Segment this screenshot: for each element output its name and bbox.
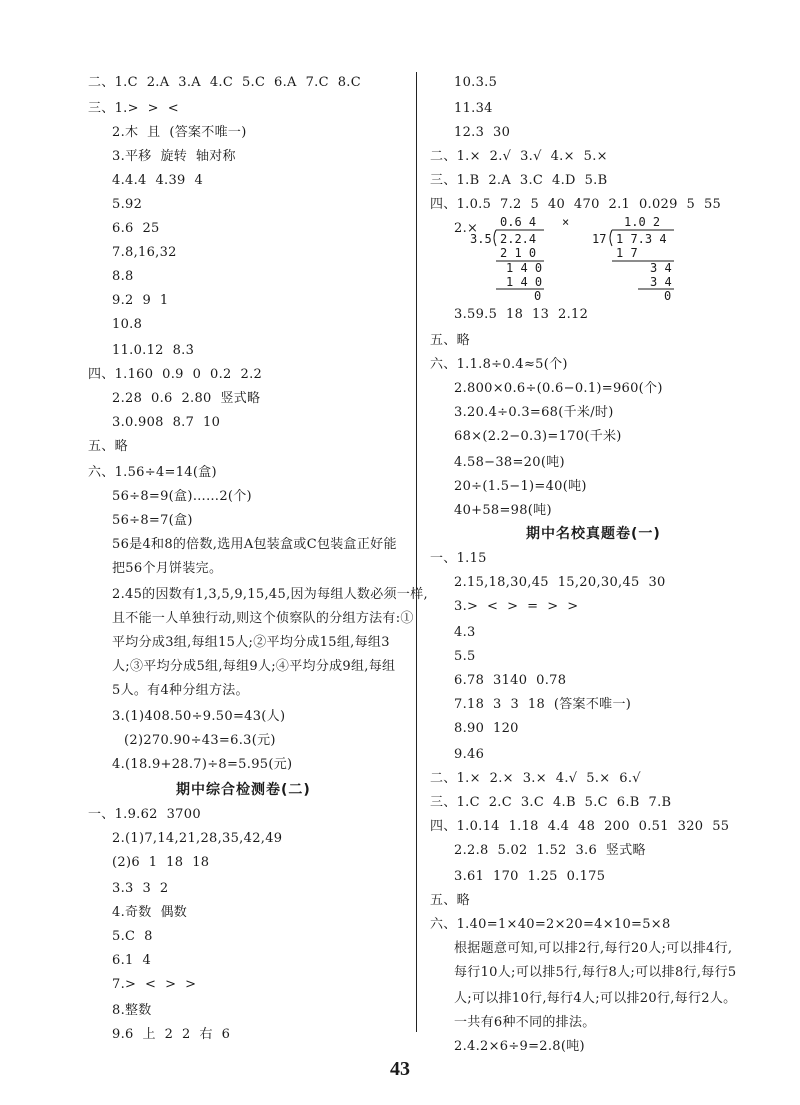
answer-line: 人;③平均分成5组,每组9人;④平均分成9组,每组 [112,659,396,674]
answer-line: 20÷(1.5−1)=40(吨) [454,479,587,494]
answer-line: 根据题意可知,可以排2行,每行20人;可以排4行, [454,941,733,956]
answer-line: 4.3 [454,625,476,640]
division-bracket [610,230,612,246]
quotient-1: 0.6 4 [500,215,537,229]
page-number: 43 [390,1058,410,1080]
quotient-2: 1.0 2 [624,215,661,229]
answer-line: 六、1.56÷4=14(盒) [88,465,217,480]
division-step: 3 4 [650,261,672,275]
answer-line: 平均分成3组,每组15人;②平均分成15组,每组3 [112,635,390,650]
answer-line: 9.46 [454,747,485,762]
division-step: 1 4 0 [506,275,543,289]
answer-line: 五、略 [430,893,470,908]
answer-line: 4.4.4 4.39 4 [112,173,204,188]
answer-line: 3.平移 旋转 轴对称 [112,149,236,164]
answer-line: 10.3.5 [454,75,498,90]
answer-line: 3.59.5 18 13 2.12 [454,307,589,322]
dividend-1: 2.2.4 [500,232,537,246]
division-prefix: 2.× [454,221,479,236]
answer-line: 2.15,18,30,45 15,20,30,45 30 [454,575,666,590]
answer-line: 56÷8=7(盒) [112,513,193,528]
answer-line: 12.3 30 [454,125,511,140]
divisor-1: 3.5 [470,232,492,246]
answer-line: 三、1.C 2.C 3.C 4.B 5.C 6.B 7.B [430,795,672,810]
answer-line: 2.4.2×6÷9=2.8(吨) [454,1039,585,1054]
answer-line: 4.(18.9+28.7)÷8=5.95(元) [112,757,293,772]
division-step: 2 1 0 [500,246,537,260]
answer-line: 4.58−38=20(吨) [454,455,565,470]
answer-line: 三、1.> > < [88,101,179,116]
answer-line: 把56个月饼装完。 [112,561,223,576]
answer-line: 且不能一人单独行动,则这个侦察队的分组方法有:① [112,611,414,626]
answer-line: 9.6 上 2 2 右 6 [112,1027,231,1042]
answer-line: 11.34 [454,101,493,116]
dividend-2: 1 7.3 4 [616,232,667,246]
answer-line: 2.2.8 5.02 1.52 3.6 竖式略 [454,843,646,858]
answer-line: 六、1.1.8÷0.4≈5(个) [430,357,568,372]
answer-line: 2.(1)7,14,21,28,35,42,49 [112,831,283,846]
answer-line: 5人。有4种分组方法。 [112,683,249,698]
answer-line: 5.5 [454,649,476,664]
answer-line: 6.78 3140 0.78 [454,673,567,688]
answer-line: 8.8 [112,269,134,284]
divisor-2: 17 [592,232,607,246]
section-title: 期中名校真题卷(一) [526,526,661,542]
division-remainder: 0 [664,289,672,302]
division-remainder: 0 [534,289,542,302]
answer-line: 6.1 4 [112,953,152,968]
answer-line: 11.0.12 8.3̇ [112,343,195,358]
answer-line: 二、1.× 2.× 3.× 4.√ 5.× 6.√ [430,771,641,786]
answer-line: 五、略 [430,333,470,348]
answer-line: 四、1.0.5 7.2 5 40 470 2.1 0.029 5 55 [430,197,722,212]
division-step: 3 4 [650,275,672,289]
answer-line: (2)270.90÷43=6.3(元) [124,733,276,748]
answer-line: 10.8 [112,317,143,332]
answer-line: 人;可以排10行,每行4人;可以排20行,每行2人。 [454,991,737,1006]
answer-line: 每行10人;可以排5行,每行8人;可以排8行,每行5 [454,965,737,980]
answer-line: 四、1.160 0.9 0 0.2 2.2 [88,367,263,382]
answer-line: 7.18 3 3 18 (答案不唯一) [454,697,632,712]
division-bracket [494,230,496,246]
answer-line: 4.奇数 偶数 [112,905,188,920]
answer-line: 四、1.0.14 1.18 4.4 48 200 0.51 320 55 [430,819,730,834]
answer-line: 56是4和8的倍数,选用A包装盒或C包装盒正好能 [112,537,397,552]
answer-line: 2.45的因数有1,3,5,9,15,45,因为每组人数必须一样, [112,587,428,602]
section-title: 期中综合检测卷(二) [176,782,311,798]
answer-line: 5.92 [112,197,143,212]
answer-line: 2.800×0.6÷(0.6−0.1)=960(个) [454,381,663,396]
answer-line: 40+58=98(吨) [454,503,552,518]
answer-line: 3.3 3 2 [112,881,169,896]
answer-line: 2.28 0.6 2.80 竖式略 [112,391,261,406]
answer-line: 3.20.4÷0.3=68(千米/时) [454,405,614,420]
answer-line: 7.> < > > [112,977,197,992]
answer-line: 56÷8=9(盒)……2(个) [112,489,252,504]
answer-line: 5.C 8 [112,929,153,944]
wrong-mark: × [562,215,570,229]
long-division-figure [470,212,690,302]
answer-line: 一、1.9.62 3700 [88,807,201,822]
answer-line: 3.0.908 8.7 10 [112,415,221,430]
answer-line: (2)6 1 18 18 [112,855,210,870]
answer-line: 8.90 120 [454,721,519,736]
answer-line: 9.2 9 1 [112,293,169,308]
answer-line: 一共有6种不同的排法。 [454,1015,596,1030]
answer-line: 二、1.× 2.√ 3.√ 4.× 5.× [430,149,608,164]
answer-line: 五、略 [88,439,128,454]
column-divider [416,72,417,1032]
answer-line: 3.> < > = > > [454,599,579,614]
answer-line: 68×(2.2−0.3)=170(千米) [454,429,622,444]
answer-line: 8.整数 [112,1003,152,1018]
division-step: 1 7 [616,246,638,260]
answer-line: 六、1.40=1×40=2×20=4×10=5×8 [430,917,671,932]
answer-line: 二、1.C 2.A 3.A 4.C 5.C 6.A 7.C 8.C [88,75,361,90]
division-step: 1 4 0 [506,261,543,275]
answer-line: 三、1.B 2.A 3.C 4.D 5.B [430,173,608,188]
answer-line: 3.(1)408.50÷9.50=43(人) [112,709,286,724]
answer-line: 3.61 170 1.25 0.175 [454,869,606,884]
answer-line: 7.8,16,32 [112,245,177,260]
answer-line: 一、1.15 [430,551,487,566]
answer-line: 6.6 25 [112,221,160,236]
answer-line: 2.木 且 (答案不唯一) [112,125,247,140]
